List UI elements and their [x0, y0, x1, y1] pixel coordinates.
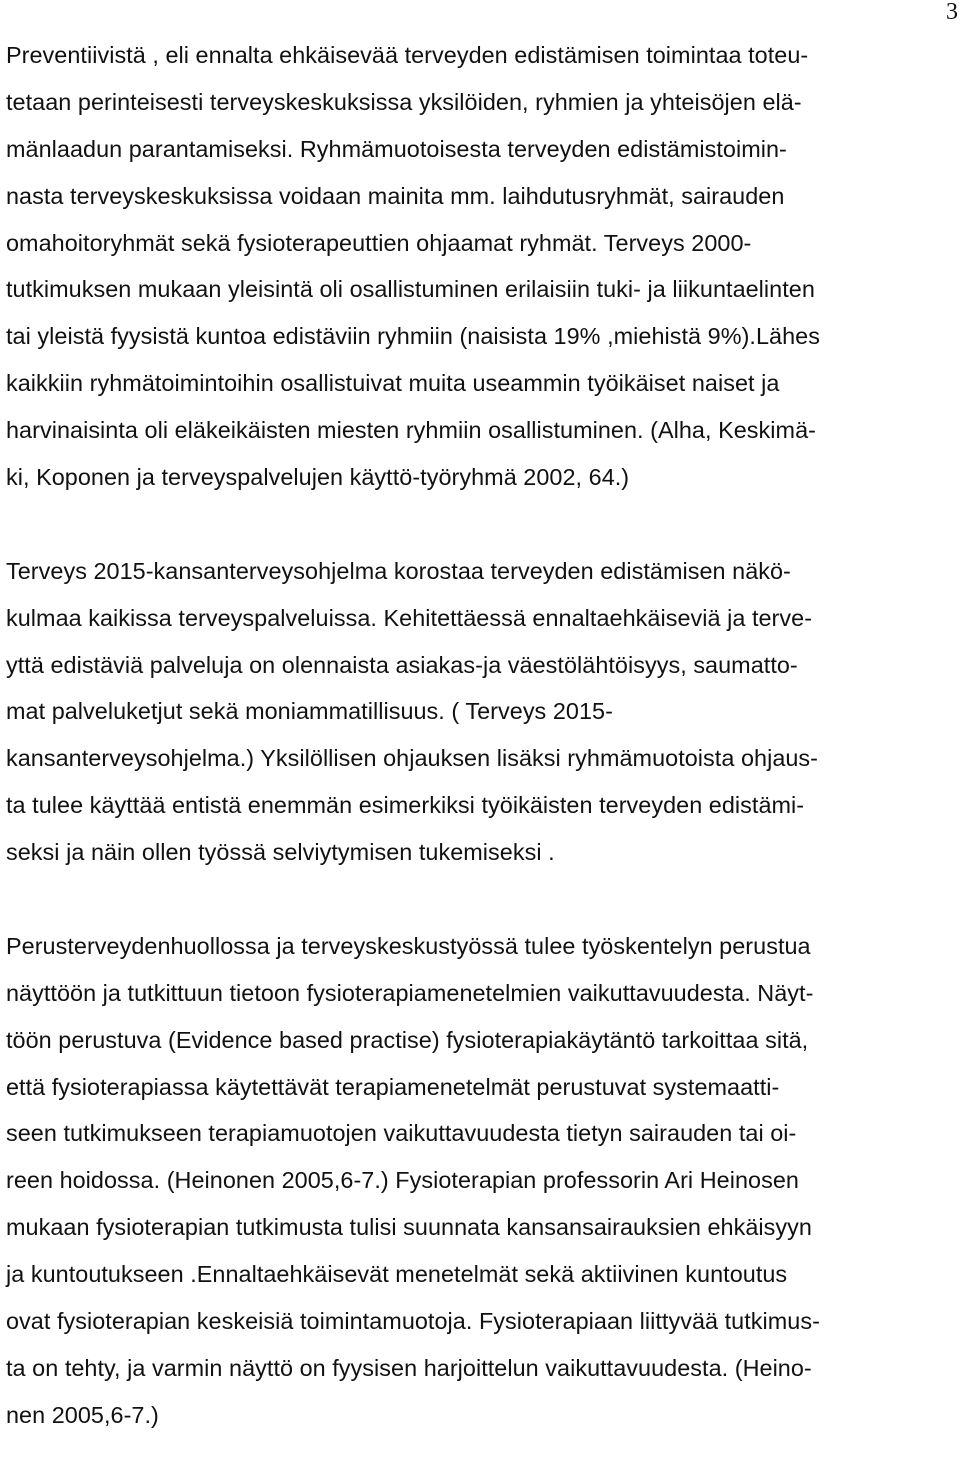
- text-line: yttä edistäviä palveluja on olennaista asiakas-ja väestölähtöisyys, saumatto-: [6, 651, 798, 678]
- text-line: mat palveluketjut sekä moniammatillisuus. ( Terveys 2015-: [6, 698, 613, 725]
- text-line: kulmaa kaikissa terveyspalveluissa. Kehitettäessä ennaltaehkäiseviä ja terve-: [6, 604, 813, 631]
- text-line: että fysioterapiassa käytettävät terapiamenetelmät perustuvat systemaatti-: [6, 1073, 780, 1100]
- text-line: tutkimuksen mukaan yleisintä oli osallistuminen erilaisiin tuki- ja liikuntaelinten: [6, 276, 815, 303]
- text-line: Preventiivistä , eli ennalta ehkäisevää terveyden edistämisen toimintaa toteu-: [6, 42, 809, 68]
- text-line: mukaan fysioterapian tutkimusta tulisi suunnata kansansairauksien ehkäisyyn: [6, 1214, 812, 1241]
- text-line: reen hoidossa. (Heinonen 2005,6-7.) Fysioterapian professorin Ari Heinosen: [6, 1167, 799, 1194]
- text-line: seen tutkimukseen terapiamuotojen vaikuttavuudesta tietyn sairauden tai oi-: [6, 1120, 797, 1147]
- text-line: tai yleistä fyysistä kuntoa edistäviin ryhmiin (naisista 19% ,miehistä 9%).Lähes: [6, 323, 820, 350]
- text-line: tetaan perinteisesti terveyskeskuksissa yksilöiden, ryhmien ja yhteisöjen elä-: [6, 88, 802, 115]
- text-line: kansanterveysohjelma.) Yksilöllisen ohjauksen lisäksi ryhmämuotoista ohjaus-: [6, 745, 819, 772]
- text-line: nasta terveyskeskuksissa voidaan mainita mm. laihdutusryhmät, sairauden: [6, 182, 785, 209]
- text-line: Terveys 2015-kansanterveysohjelma korostaa terveyden edistämisen näkö-: [6, 557, 791, 584]
- text-line: näyttöön ja tutkittuun tietoon fysioterapiamenetelmien vaikuttavuudesta. Näyt-: [6, 979, 814, 1006]
- text-line: ta on tehty, ja varmin näyttö on fyysisen harjoittelun vaikuttavuudesta. (Heino-: [6, 1354, 812, 1381]
- text-line: omahoitoryhmät sekä fysioterapeuttien ohjaamat ryhmät. Terveys 2000-: [6, 229, 752, 256]
- page-number: 3: [946, 0, 958, 25]
- text-line: ta tulee käyttää entistä enemmän esimerkiksi työikäisten terveyden edistämi-: [6, 792, 805, 819]
- paragraph-spacer: [6, 501, 956, 548]
- text-line: seksi ja näin ollen työssä selviytymisen tukemiseksi .: [6, 839, 555, 866]
- paragraph-evidence-based-physiotherapy: [6, 923, 956, 1439]
- paragraph-terveys-2015: [6, 548, 956, 876]
- text-line: ovat fysioterapian keskeisiä toimintamuotoja. Fysioterapiaan liittyvää tutkimus-: [6, 1308, 820, 1335]
- text-line: töön perustuva (Evidence based practise) fysioterapiakäytäntö tarkoittaa sitä,: [6, 1026, 809, 1053]
- text-line: harvinaisinta oli eläkeikäisten miesten ryhmiin osallistuminen. (Alha, Keskimä-: [6, 417, 816, 444]
- text-line: ja kuntoutukseen .Ennaltaehkäisevät menetelmät sekä aktiivinen kuntoutus: [6, 1261, 788, 1288]
- text-line: kaikkiin ryhmätoimintoihin osallistuivat muita useammin työikäiset naiset ja: [6, 370, 780, 397]
- paragraph-preventive-health-promotion: [6, 32, 956, 501]
- text-line: mänlaadun parantamiseksi. Ryhmämuotoisesta terveyden edistämistoimin-: [6, 135, 787, 162]
- paragraph-spacer: [6, 876, 956, 923]
- body-text: [6, 32, 956, 1439]
- text-line: nen 2005,6-7.): [6, 1401, 159, 1428]
- text-line: ki, Koponen ja terveyspalvelujen käyttö-työryhmä 2002, 64.): [6, 464, 630, 491]
- text-line: Perusterveydenhuollossa ja terveyskeskustyössä tulee työskentelyn perustua: [6, 932, 811, 959]
